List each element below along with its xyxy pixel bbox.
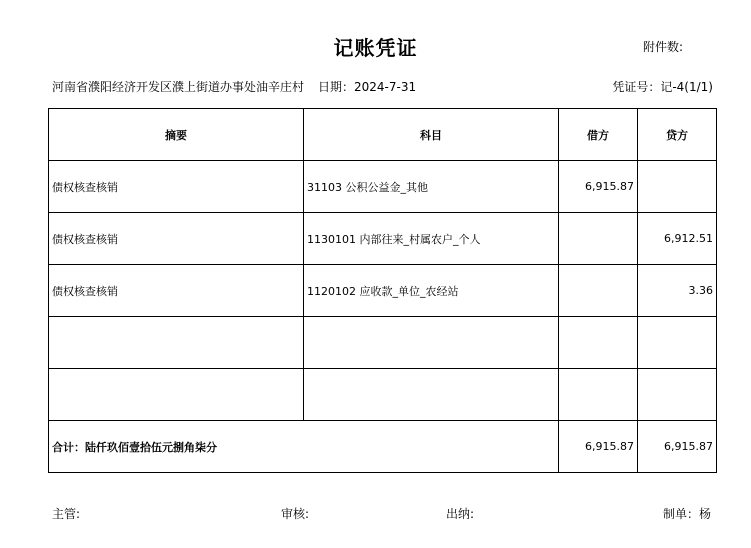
- voucher-date: 日期：2024-7-31: [318, 80, 417, 94]
- row-credit: [638, 317, 717, 369]
- row-credit: 6,912.51: [638, 213, 717, 265]
- row-account: [304, 317, 559, 369]
- table-row: [49, 369, 717, 421]
- footer-supervisor: 主管:: [52, 507, 81, 521]
- row-summary: [49, 369, 304, 421]
- header-credit: 贷方: [638, 109, 717, 161]
- voucher-title: 记账凭证: [333, 36, 418, 60]
- table-row: [49, 213, 717, 265]
- header-summary: 摘要: [49, 109, 304, 161]
- row-account: 31103 公积公益金_其他: [304, 161, 559, 213]
- row-account: 1130101 内部往来_村属农户_个人: [304, 213, 559, 265]
- row-debit: [559, 213, 638, 265]
- total-row: [49, 421, 717, 473]
- row-summary: [49, 317, 304, 369]
- voucher-table: [48, 108, 717, 473]
- total-amount-in-words: 合计：陆仟玖佰壹拾伍元捌角柒分: [49, 421, 559, 473]
- table-row: [49, 265, 717, 317]
- attachment-count-label: 附件数:: [643, 40, 684, 54]
- row-summary: 债权核查核销: [49, 213, 304, 265]
- total-credit: 6,915.87: [638, 421, 717, 473]
- row-debit: 6,915.87: [559, 161, 638, 213]
- footer-reviewer: 审核:: [281, 507, 310, 521]
- table-row: [49, 161, 717, 213]
- voucher-info-line: [52, 78, 416, 95]
- row-debit: [559, 265, 638, 317]
- row-summary: 债权核查核销: [49, 161, 304, 213]
- row-credit: [638, 369, 717, 421]
- row-debit: [559, 369, 638, 421]
- table-header-row: [49, 109, 717, 161]
- voucher-number: 凭证号：记-4(1/1): [612, 80, 713, 94]
- row-summary: 债权核查核销: [49, 265, 304, 317]
- row-debit: [559, 317, 638, 369]
- header-debit: 借方: [559, 109, 638, 161]
- row-credit: 3.36: [638, 265, 717, 317]
- table-row: [49, 317, 717, 369]
- row-account: [304, 369, 559, 421]
- footer-cashier: 出纳:: [446, 507, 475, 521]
- header-account: 科目: [304, 109, 559, 161]
- organization-name: 河南省濮阳经济开发区濮上街道办事处油辛庄村: [52, 80, 305, 94]
- footer-preparer: 制单：杨: [663, 507, 712, 521]
- total-debit: 6,915.87: [559, 421, 638, 473]
- row-account: 1120102 应收款_单位_农经站: [304, 265, 559, 317]
- row-credit: [638, 161, 717, 213]
